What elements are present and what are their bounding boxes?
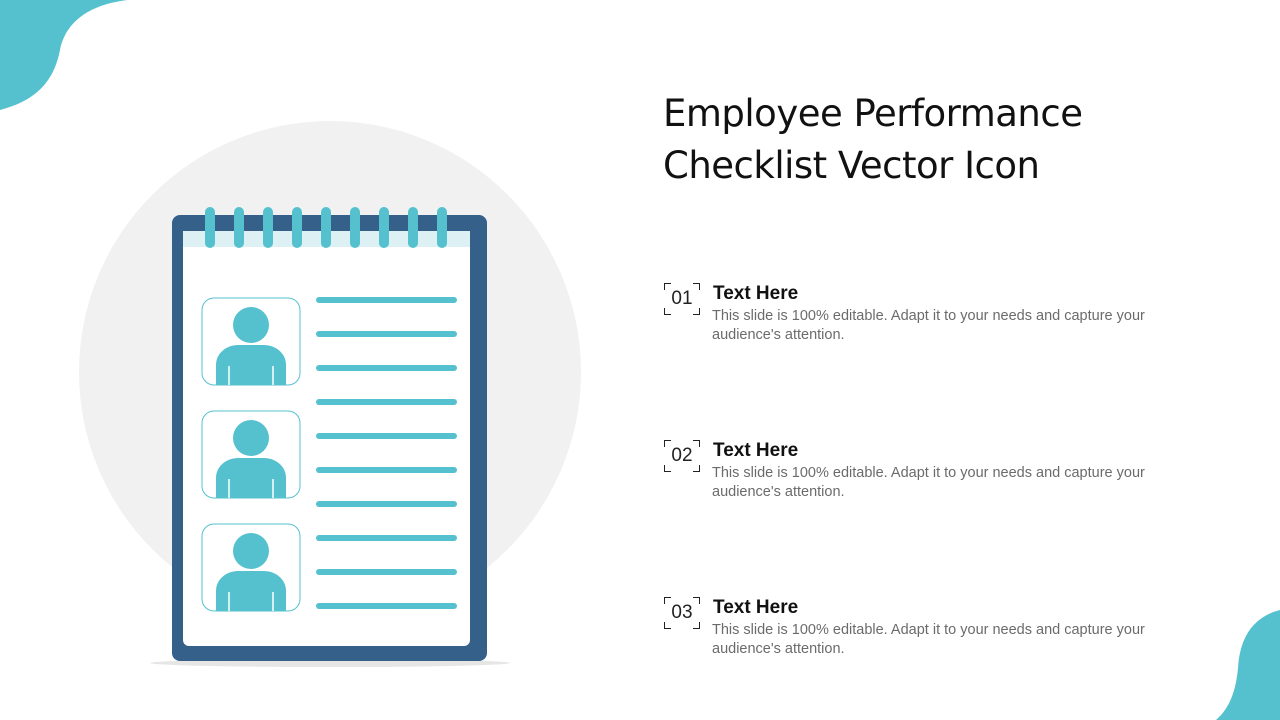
binder-ring-8 — [408, 207, 418, 248]
page-title: Employee Performance Checklist Vector Icon — [663, 92, 1083, 187]
item-number-badge — [664, 283, 700, 315]
item-heading: Text Here — [713, 597, 799, 618]
binder-ring-3 — [263, 207, 273, 248]
item-heading: Text Here — [713, 283, 799, 304]
list-item-2 — [664, 440, 1204, 510]
item-number: 01 — [671, 288, 693, 309]
item-number: 02 — [671, 445, 693, 466]
binder-rings — [205, 207, 447, 248]
binder-ring-9 — [437, 207, 447, 248]
item-number: 03 — [671, 602, 693, 623]
item-description: This slide is 100% editable. Adapt it to your needs and capture your audience's attention. — [712, 308, 1145, 343]
item-description: This slide is 100% editable. Adapt it to your needs and capture your audience's attention. — [712, 465, 1145, 500]
binder-ring-6 — [350, 207, 360, 248]
employee-profile-card-3 — [202, 524, 300, 611]
corner-blob-bottom-right — [1216, 610, 1280, 720]
binder-ring-7 — [379, 207, 389, 248]
binder-ring-2 — [234, 207, 244, 248]
employee-profile-card-2 — [202, 411, 300, 498]
employee-profiles — [202, 298, 300, 611]
list-item-1 — [664, 283, 1204, 353]
binder-ring-1 — [205, 207, 215, 248]
item-description: This slide is 100% editable. Adapt it to your needs and capture your audience's attention. — [712, 622, 1145, 657]
binder-ring-4 — [292, 207, 302, 248]
item-number-badge — [664, 597, 700, 629]
binder-ring-5 — [321, 207, 331, 248]
item-number-badge — [664, 440, 700, 472]
item-heading: Text Here — [713, 440, 799, 461]
list-item-3 — [664, 597, 1204, 667]
employee-profile-card-1 — [202, 298, 300, 385]
